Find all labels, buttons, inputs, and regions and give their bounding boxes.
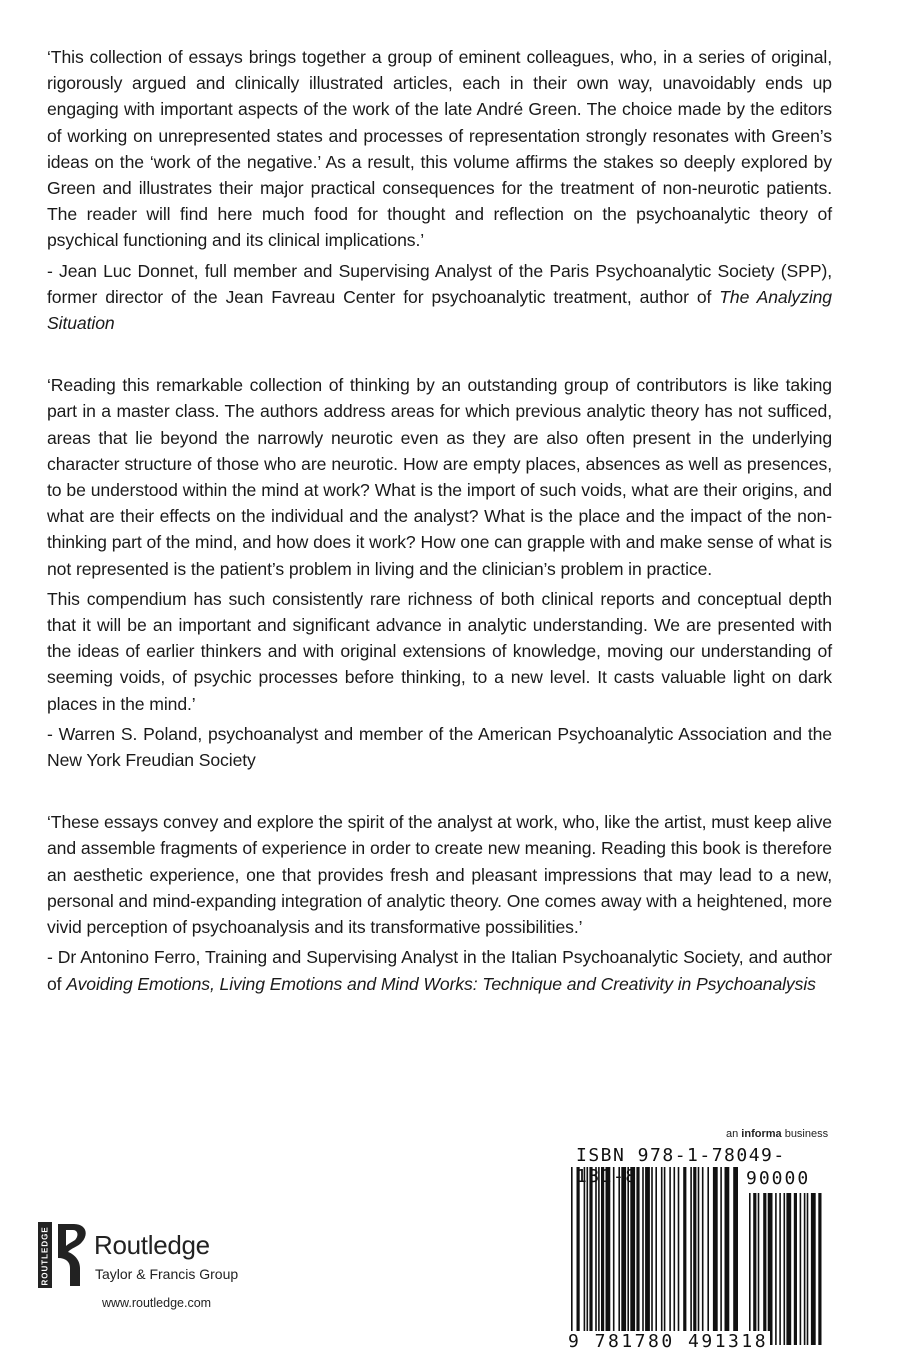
barcode-bar: [664, 1167, 666, 1345]
barcode-bar: [786, 1193, 791, 1345]
barcode-bar: [779, 1193, 781, 1345]
ean-number: 9 781780 491318: [568, 1331, 769, 1352]
barcode-bar: [674, 1167, 676, 1345]
publisher-group: Taylor & Francis Group: [95, 1266, 239, 1282]
blurb-3-book-title: Avoiding Emotions, Living Emotions and Mind Works: Technique and Creativity in Psychoanalysis: [66, 973, 816, 994]
barcode-bar: [669, 1167, 671, 1345]
barcode-bar: [601, 1167, 604, 1345]
barcode-bar: [784, 1193, 786, 1345]
barcode-bars: [563, 1167, 833, 1345]
blurbs-section: [47, 44, 832, 997]
barcode-bar: [630, 1167, 635, 1345]
blurb-2-attribution-text: - Warren S. Poland, psychoanalyst and member of the American Psychoanalytic Association and the New York Freudian Society: [47, 723, 832, 771]
barcode-bar: [733, 1167, 738, 1345]
blurb-1-attribution: [47, 258, 832, 337]
barcode-bar: [683, 1167, 686, 1345]
isbn-barcode: [563, 1145, 833, 1355]
blurb-2-attribution: [47, 721, 832, 773]
blurb-2-quote: ‘Reading this remarkable collection of thinking by an outstanding group of contributors is like taking part in a master class. The authors address areas for which previous analytic theory has not sufficed, areas that lie beyond the narrowly neurotic even as they are also often present in the underlying character structure of those who are neurotic. How are empty places, absences as well as presences, to be understood within the mind at work? What is the import of such voids, what are their origins, and what are their effects on the individual and the analyst? What is the place and the impact of the non-thinking part of the mind, and how does it work? How one can grapple with and make sense of what is not represented is the patient’s problem in living and the clinician’s problem in practice.: [47, 375, 832, 579]
blurb-3-attribution-text: - Dr Antonino Ferro, Training and Supervising Analyst in the Italian Psychoanalytic Society, and author of: [47, 947, 832, 994]
barcode-bar: [758, 1193, 760, 1345]
barcode-bar: [589, 1167, 592, 1345]
blurb-2-quote-continued: This compendium has such consistently rare richness of both clinical reports and conceptual depth that it will be an important and significant advance in analytic understanding. We are presented with the ideas of earlier thinkers and with original extensions of knowledge, moving our understanding of seeming voids, of psychic processes before thinking, to a new level. It casts valuable light on dark places in the mind.’: [47, 588, 832, 714]
barcode-bar: [627, 1167, 629, 1345]
barcode-bar: [595, 1167, 597, 1345]
blurb-1-book-title: The Analyzing Situation: [47, 286, 832, 334]
logo-side-bar: [38, 1222, 52, 1288]
barcode-bar: [749, 1193, 751, 1345]
logo-side-text: ROUTLEDGE: [40, 1226, 50, 1286]
barcode-bar: [606, 1167, 611, 1345]
publisher-name: Routledge: [94, 1230, 210, 1260]
barcode-bar: [794, 1193, 797, 1345]
barcode-bar: [645, 1167, 650, 1345]
barcode-bar: [713, 1167, 718, 1345]
barcode-bar: [613, 1167, 615, 1345]
barcode-bar: [720, 1167, 722, 1345]
routledge-r-icon: [56, 1222, 90, 1288]
blurb-1-attribution-text: - Jean Luc Donnet, full member and Supervising Analyst of the Paris Psychoanalytic Society (SPP), former director of the Jean Favreau Center for psychoanalytic treatment, author of: [47, 260, 832, 307]
barcode-bar: [587, 1167, 589, 1345]
barcode-bar: [577, 1167, 580, 1345]
price-code: 90000: [746, 1168, 811, 1189]
barcode-bar: [661, 1167, 663, 1345]
barcode-bar: [598, 1167, 600, 1345]
informa-tagline-post: business: [781, 1128, 829, 1140]
barcode-bar: [763, 1193, 766, 1345]
barcode-bar: [693, 1167, 696, 1345]
barcode-bar: [655, 1167, 657, 1345]
barcode-bar: [775, 1193, 777, 1345]
blurb-3-attribution: [47, 944, 832, 996]
barcode-bar: [702, 1167, 704, 1345]
barcode-bar: [651, 1167, 653, 1345]
blurb-1-quote: ‘This collection of essays brings together a group of eminent colleagues, who, in a series of original, rigorously argued and clinically illustrated articles, each in their own way, unavoidably ends up engaging with important aspects of the work of the late André Green. The choice made by the editors of working on unrepresented states and processes of representation strongly resonates with Green’s ideas on the ‘work of the negative.’ As a result, this volume affirms the stakes so deeply explored by Green and illustrates their major practical consequences for the treatment of non-neurotic patients. The reader will find here much food for thought and reflection on the psychoanalytic theory of psychical functioning and its clinical implications.’: [47, 47, 832, 251]
barcode-bar: [642, 1167, 644, 1345]
barcode-bar: [698, 1167, 700, 1345]
barcode-bar: [811, 1193, 816, 1345]
informa-tagline-pre: an: [726, 1128, 742, 1140]
barcode-bar: [753, 1193, 756, 1345]
barcode-bar: [690, 1167, 692, 1345]
barcode-bar: [571, 1167, 573, 1345]
publisher-website[interactable]: www.routledge.com: [102, 1296, 212, 1310]
barcode-bar: [818, 1193, 821, 1345]
barcode-bar: [707, 1167, 709, 1345]
barcode-bar: [621, 1167, 626, 1345]
informa-brand: informa: [741, 1128, 782, 1140]
barcode-bar: [800, 1193, 802, 1345]
informa-tagline: [726, 1128, 828, 1140]
barcode-bar: [725, 1167, 730, 1345]
blurb-3-quote: ‘These essays convey and explore the spirit of the analyst at work, who, like the artist, must keep alive and assemble fragments of experience in order to create new meaning. Reading this book is therefore an aesthetic experience, one that provides fresh and pleasant impressions that may lead to a new, personal and mind-expanding integration of analytic theory. One comes away with a heightened, more vivid perception of psychoanalysis and its transformative possibilities.’: [47, 812, 832, 938]
barcode-bar: [584, 1167, 586, 1345]
barcode-bar: [807, 1193, 809, 1345]
barcode-bar: [768, 1193, 773, 1345]
barcode-bar: [678, 1167, 680, 1345]
barcode-bar: [618, 1167, 620, 1345]
isbn-number: ISBN 978-1-78049-131-8: [576, 1145, 786, 1187]
barcode-bar: [636, 1167, 639, 1345]
barcode-bar: [804, 1193, 806, 1345]
